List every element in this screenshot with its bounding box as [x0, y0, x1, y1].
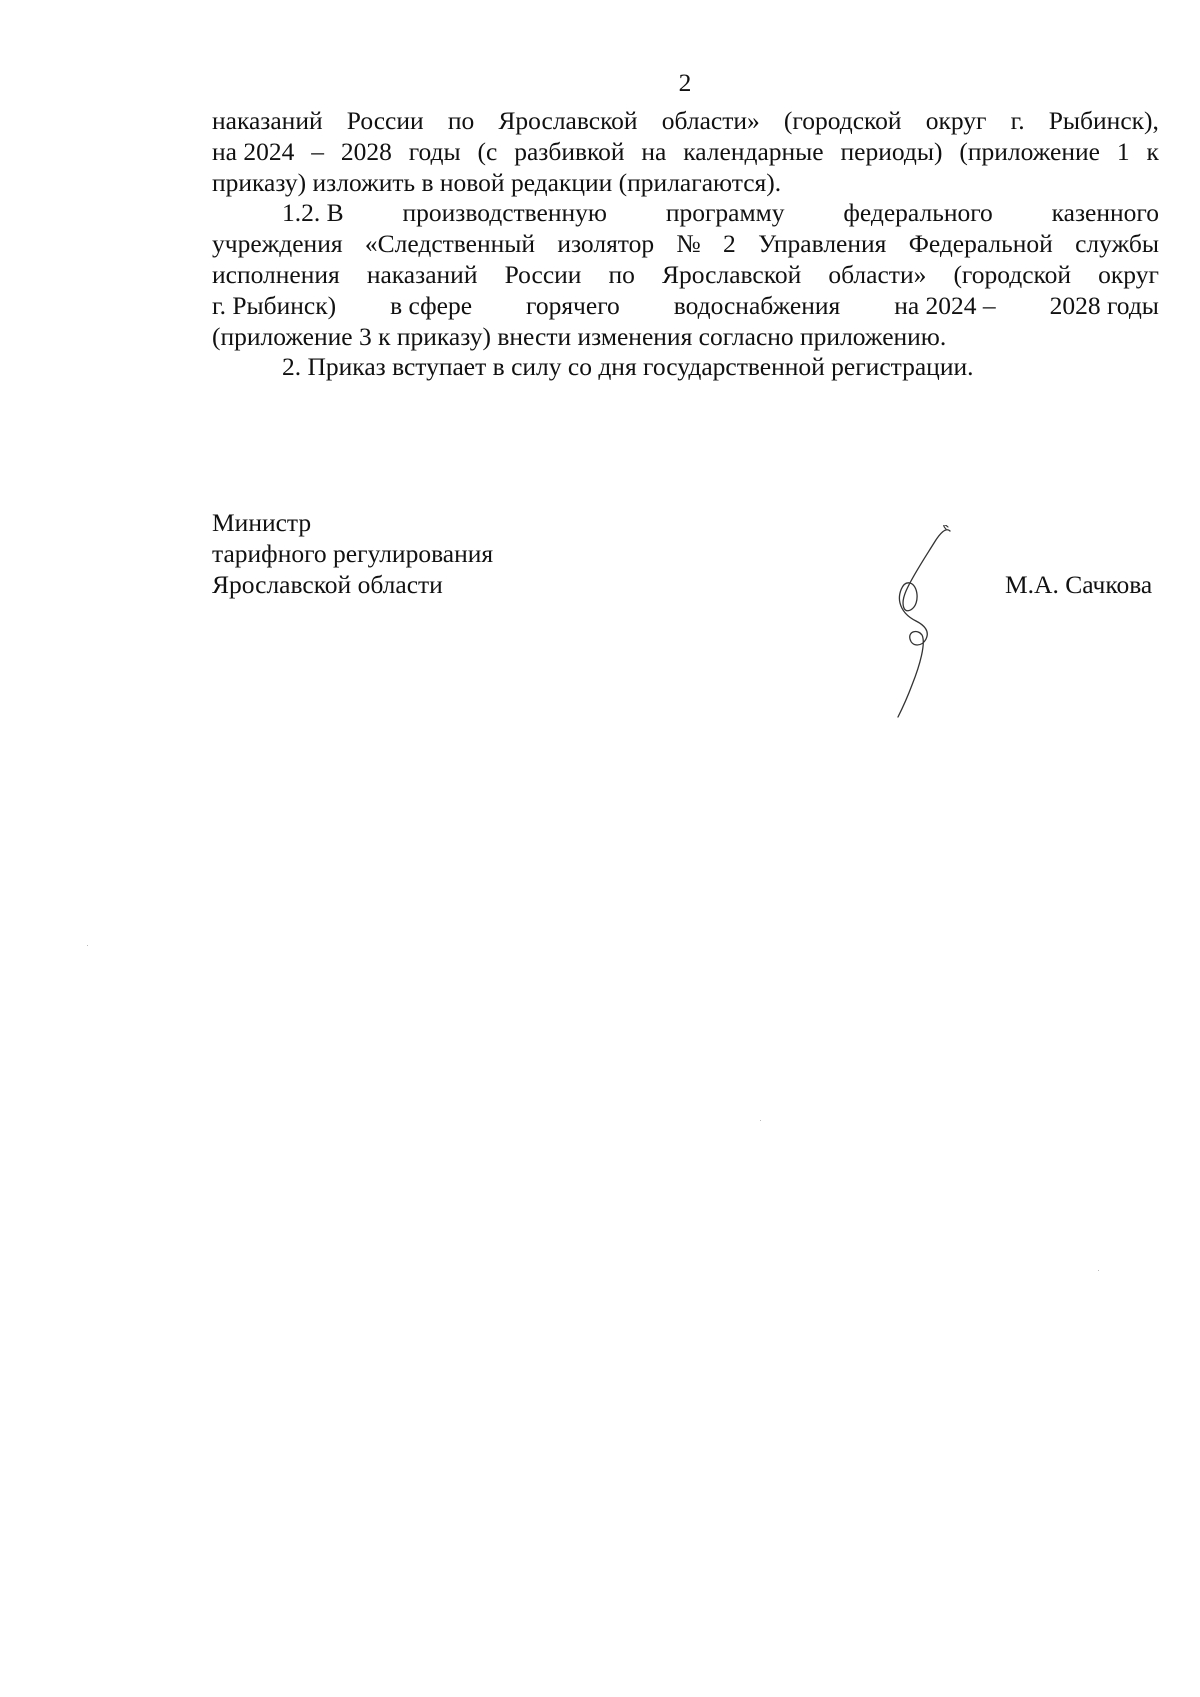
word: службы [1075, 229, 1159, 259]
word: производственную [402, 198, 607, 228]
word: округ [925, 106, 987, 135]
word: наказаний [212, 106, 323, 135]
signatory-position [212, 508, 493, 600]
word: исполнения [212, 259, 340, 289]
word: учреждения [212, 229, 343, 259]
word: по [447, 106, 475, 135]
word: в сфере [390, 290, 473, 320]
word: годы [408, 136, 461, 166]
word: № [676, 229, 701, 259]
paragraph-1-line-1 [212, 106, 1159, 137]
paragraph-1-line-2 [212, 137, 1159, 168]
word: (с [477, 136, 498, 166]
word: Ярославской [498, 106, 638, 135]
word: программу [665, 198, 785, 228]
word: периоды) [840, 136, 943, 166]
word: области» [661, 106, 760, 135]
paragraph-1-line-3 [212, 168, 1159, 199]
scan-speck [1098, 1270, 1099, 1271]
word: «Следственный [364, 229, 536, 259]
paragraph-2-line-5 [212, 322, 1159, 353]
word: 2 [723, 229, 736, 259]
word: г. [1010, 106, 1025, 135]
document-body [212, 106, 1159, 383]
signer-name: М.А. Сачкова [1005, 570, 1153, 599]
word: 2028 [340, 136, 392, 166]
word: федерального [843, 198, 993, 228]
word: казенного [1051, 198, 1159, 228]
paragraph-2-line-2 [212, 229, 1159, 260]
word: на [641, 136, 667, 166]
word: России [346, 106, 424, 135]
position-line: тарифного регулирования [212, 538, 494, 568]
word: (приложение [959, 136, 1100, 166]
word: наказаний [366, 259, 478, 289]
word: области» [828, 259, 927, 289]
word: к [1146, 136, 1159, 166]
word: календарные [683, 136, 824, 166]
word: Федеральной [908, 229, 1053, 259]
position-line: Министр [212, 508, 312, 537]
word: (городской [783, 106, 902, 135]
page-number: 2 [678, 68, 692, 97]
word: Управления [758, 229, 887, 259]
word: по [608, 259, 635, 289]
paragraph-2-line-1 [212, 198, 1159, 229]
word: 1.2. В [282, 198, 344, 228]
word: Рыбинск), [1048, 106, 1159, 135]
word: России [504, 259, 582, 289]
handwritten-signature [890, 525, 970, 720]
word: Ярославской [662, 259, 802, 289]
line-text: (приложение 3 к приказу) внести изменения согласно приложению. [212, 321, 947, 351]
word: горячего [526, 290, 620, 320]
line-text: 2. Приказ вступает в силу со дня государственной регистрации. [282, 352, 974, 382]
word: (городской [953, 259, 1072, 289]
line-text: приказу) изложить в новой редакции (прилагаются). [212, 167, 782, 197]
paragraph-2-line-3 [212, 260, 1159, 291]
paragraph-3 [212, 352, 1159, 383]
word: округ [1098, 259, 1159, 289]
scan-speck [760, 1120, 761, 1121]
paragraph-2-line-4 [212, 291, 1159, 322]
word: на 2024 – [894, 290, 996, 320]
word: изолятор [557, 229, 655, 259]
word: 1 [1116, 136, 1130, 166]
word: 2028 годы [1049, 290, 1159, 320]
word: – [311, 136, 324, 166]
word: на 2024 [212, 136, 295, 166]
position-line: Ярославской области [212, 569, 443, 599]
word: разбивкой [514, 136, 625, 166]
word: г. Рыбинск) [212, 290, 337, 320]
scan-speck [87, 945, 88, 946]
word: водоснабжения [673, 290, 841, 320]
